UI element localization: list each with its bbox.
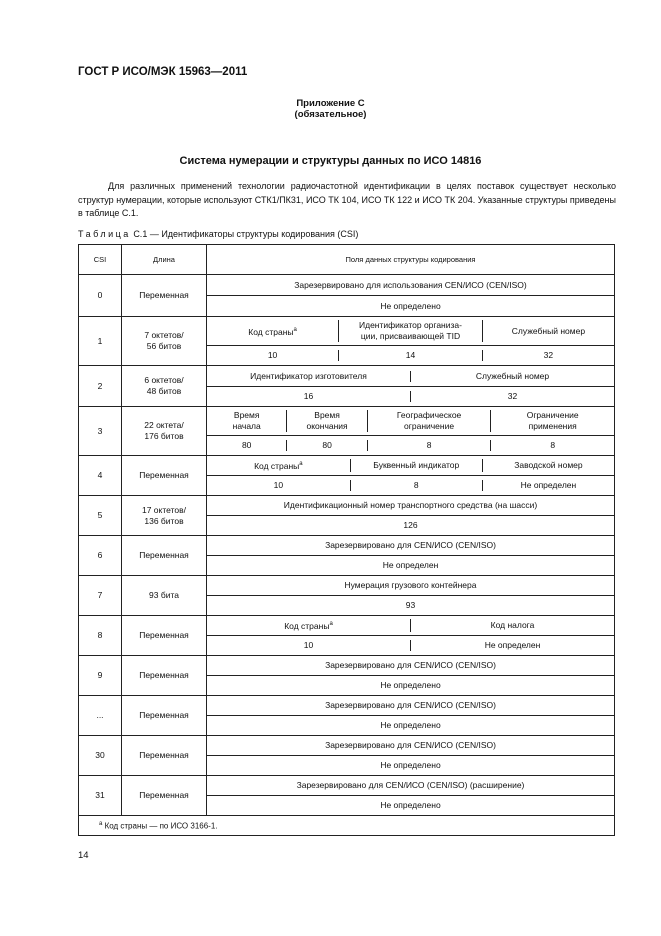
field-value: Не определено bbox=[207, 756, 615, 776]
csi-cell: 6 bbox=[79, 536, 122, 576]
length-cell: 22 октета/ 176 битов bbox=[122, 407, 207, 456]
field-names-cell bbox=[207, 616, 615, 636]
field-name: Зарезервировано для CEN/ИСО (CEN/ISO) bbox=[207, 696, 615, 716]
length-cell: Переменная bbox=[122, 656, 207, 696]
field-value: 14 bbox=[339, 350, 483, 361]
field-values-cell bbox=[207, 346, 615, 366]
field-name: Код страны$^а$ bbox=[207, 320, 339, 342]
footnote-mark: а bbox=[293, 326, 297, 333]
length-cell: Переменная bbox=[122, 736, 207, 776]
length-cell: 93 бита bbox=[122, 576, 207, 616]
field-value: Не определен bbox=[207, 556, 615, 576]
footnote-text: Код страны — по ИСО 3166-1. bbox=[102, 821, 218, 831]
header-csi: CSI bbox=[79, 245, 122, 275]
field-names-cell bbox=[207, 407, 615, 436]
field-value: Не определено bbox=[207, 296, 615, 317]
csi-cell: 4 bbox=[79, 456, 122, 496]
field-value: Не определен bbox=[484, 640, 541, 650]
field-value: 126 bbox=[207, 516, 615, 536]
table-caption-label: Таблица bbox=[78, 229, 131, 239]
field-name: Ограничение применения bbox=[526, 410, 579, 431]
footnote-mark: а bbox=[299, 461, 303, 468]
length-cell: Переменная bbox=[122, 616, 207, 656]
length-cell: Переменная bbox=[122, 275, 207, 317]
section-title: Система нумерации и структуры данных по ИСО 14816 bbox=[179, 155, 482, 167]
length-cell: 17 октетов/ 136 битов bbox=[122, 496, 207, 536]
length-cell: Переменная bbox=[122, 776, 207, 816]
csi-cell: 3 bbox=[79, 407, 122, 456]
field-value: 32 bbox=[507, 391, 518, 401]
field-value: 8 bbox=[350, 480, 482, 491]
field-name: Время окончания bbox=[287, 410, 367, 432]
field-value: 32 bbox=[543, 350, 554, 360]
csi-cell: 30 bbox=[79, 736, 122, 776]
field-name: Служебный номер bbox=[475, 370, 550, 381]
field-name: Зарезервировано для CEN/ИСО (CEN/ISO) (расширение) bbox=[207, 776, 615, 796]
field-values-cell bbox=[207, 636, 615, 656]
field-values-cell bbox=[207, 387, 615, 407]
field-value: 10 bbox=[207, 480, 350, 491]
field-value: Не определено bbox=[207, 716, 615, 736]
field-name: Географическое ограничение bbox=[367, 410, 491, 432]
csi-cell: ... bbox=[79, 696, 122, 736]
field-name: Код страны$^а$ bbox=[207, 459, 350, 472]
field-value: Не определен bbox=[520, 480, 577, 490]
field-name: Код страны$^а$ bbox=[207, 619, 411, 632]
field-names-cell bbox=[207, 456, 615, 476]
field-name: Нумерация грузового контейнера bbox=[207, 576, 615, 596]
field-name: Зарезервировано для использования CEN/ИСО (CEN/ISO) bbox=[207, 275, 615, 296]
length-cell: 7 октетов/ 56 битов bbox=[122, 317, 207, 366]
field-name: Идентификационный номер транспортного средства (на шасси) bbox=[207, 496, 615, 516]
csi-cell: 0 bbox=[79, 275, 122, 317]
intro-paragraph bbox=[78, 180, 616, 221]
table-caption bbox=[78, 229, 358, 239]
field-value: 80 bbox=[287, 440, 367, 451]
intro-text: Для различных применений технологии радиочастотной идентификации в целях поставок существует несколько структур нумерации, которые используют СТК1/ПК31, ИСО ТК 104, ИСО ТК 122 и ИСО ТК 204. Указанные структуры приведены в таблице С.1. bbox=[78, 181, 616, 218]
field-name: Идентификатор изготовителя bbox=[207, 371, 411, 382]
field-name: Зарезервировано для CEN/ИСО (CEN/ISO) bbox=[207, 536, 615, 556]
csi-cell: 1 bbox=[79, 317, 122, 366]
length-cell: 6 октетов/ 48 битов bbox=[122, 366, 207, 407]
field-values-cell bbox=[207, 476, 615, 496]
field-value: 10 bbox=[207, 640, 411, 651]
appendix-title: Приложение С bbox=[296, 98, 365, 109]
field-name: Зарезервировано для CEN/ИСО (CEN/ISO) bbox=[207, 736, 615, 756]
footnote-mark: а bbox=[329, 621, 333, 628]
page-number: 14 bbox=[78, 850, 89, 861]
field-names-cell bbox=[207, 317, 615, 346]
csi-cell: 2 bbox=[79, 366, 122, 407]
footnote-mark: а bbox=[99, 821, 103, 828]
field-names-cell bbox=[207, 366, 615, 387]
field-name: Зарезервировано для CEN/ИСО (CEN/ISO) bbox=[207, 656, 615, 676]
length-cell: Переменная bbox=[122, 536, 207, 576]
field-value: 93 bbox=[207, 596, 615, 616]
field-values-cell bbox=[207, 436, 615, 456]
csi-cell: 8 bbox=[79, 616, 122, 656]
field-value: 80 bbox=[207, 440, 287, 451]
field-name: Код налога bbox=[490, 619, 535, 630]
header-length: Длина bbox=[122, 245, 207, 275]
field-value: 10 bbox=[207, 350, 339, 361]
field-value: 8 bbox=[367, 440, 491, 451]
appendix-status: (обязательное) bbox=[294, 109, 367, 120]
csi-cell: 7 bbox=[79, 576, 122, 616]
header-fields: Поля данных структуры кодирования bbox=[207, 245, 615, 275]
field-value: 16 bbox=[207, 391, 411, 402]
csi-cell: 31 bbox=[79, 776, 122, 816]
csi-cell: 9 bbox=[79, 656, 122, 696]
document-header: ГОСТ Р ИСО/МЭК 15963—2011 bbox=[78, 66, 248, 78]
field-name: Служебный номер bbox=[511, 325, 586, 336]
field-value: Не определено bbox=[207, 796, 615, 816]
table-footnote bbox=[79, 816, 615, 836]
field-value: Не определено bbox=[207, 676, 615, 696]
table-caption-text: С.1 — Идентификаторы структуры кодирования (CSI) bbox=[133, 229, 359, 239]
csi-cell: 5 bbox=[79, 496, 122, 536]
length-cell: Переменная bbox=[122, 456, 207, 496]
csi-table bbox=[78, 244, 615, 836]
field-name: Идентификатор организа- ции, присваивающей TID bbox=[339, 320, 483, 342]
field-value: 8 bbox=[550, 440, 556, 450]
field-name: Буквенный индикатор bbox=[350, 459, 482, 472]
length-cell: Переменная bbox=[122, 696, 207, 736]
field-name: Время начала bbox=[207, 410, 287, 432]
field-name: Заводской номер bbox=[514, 459, 583, 470]
